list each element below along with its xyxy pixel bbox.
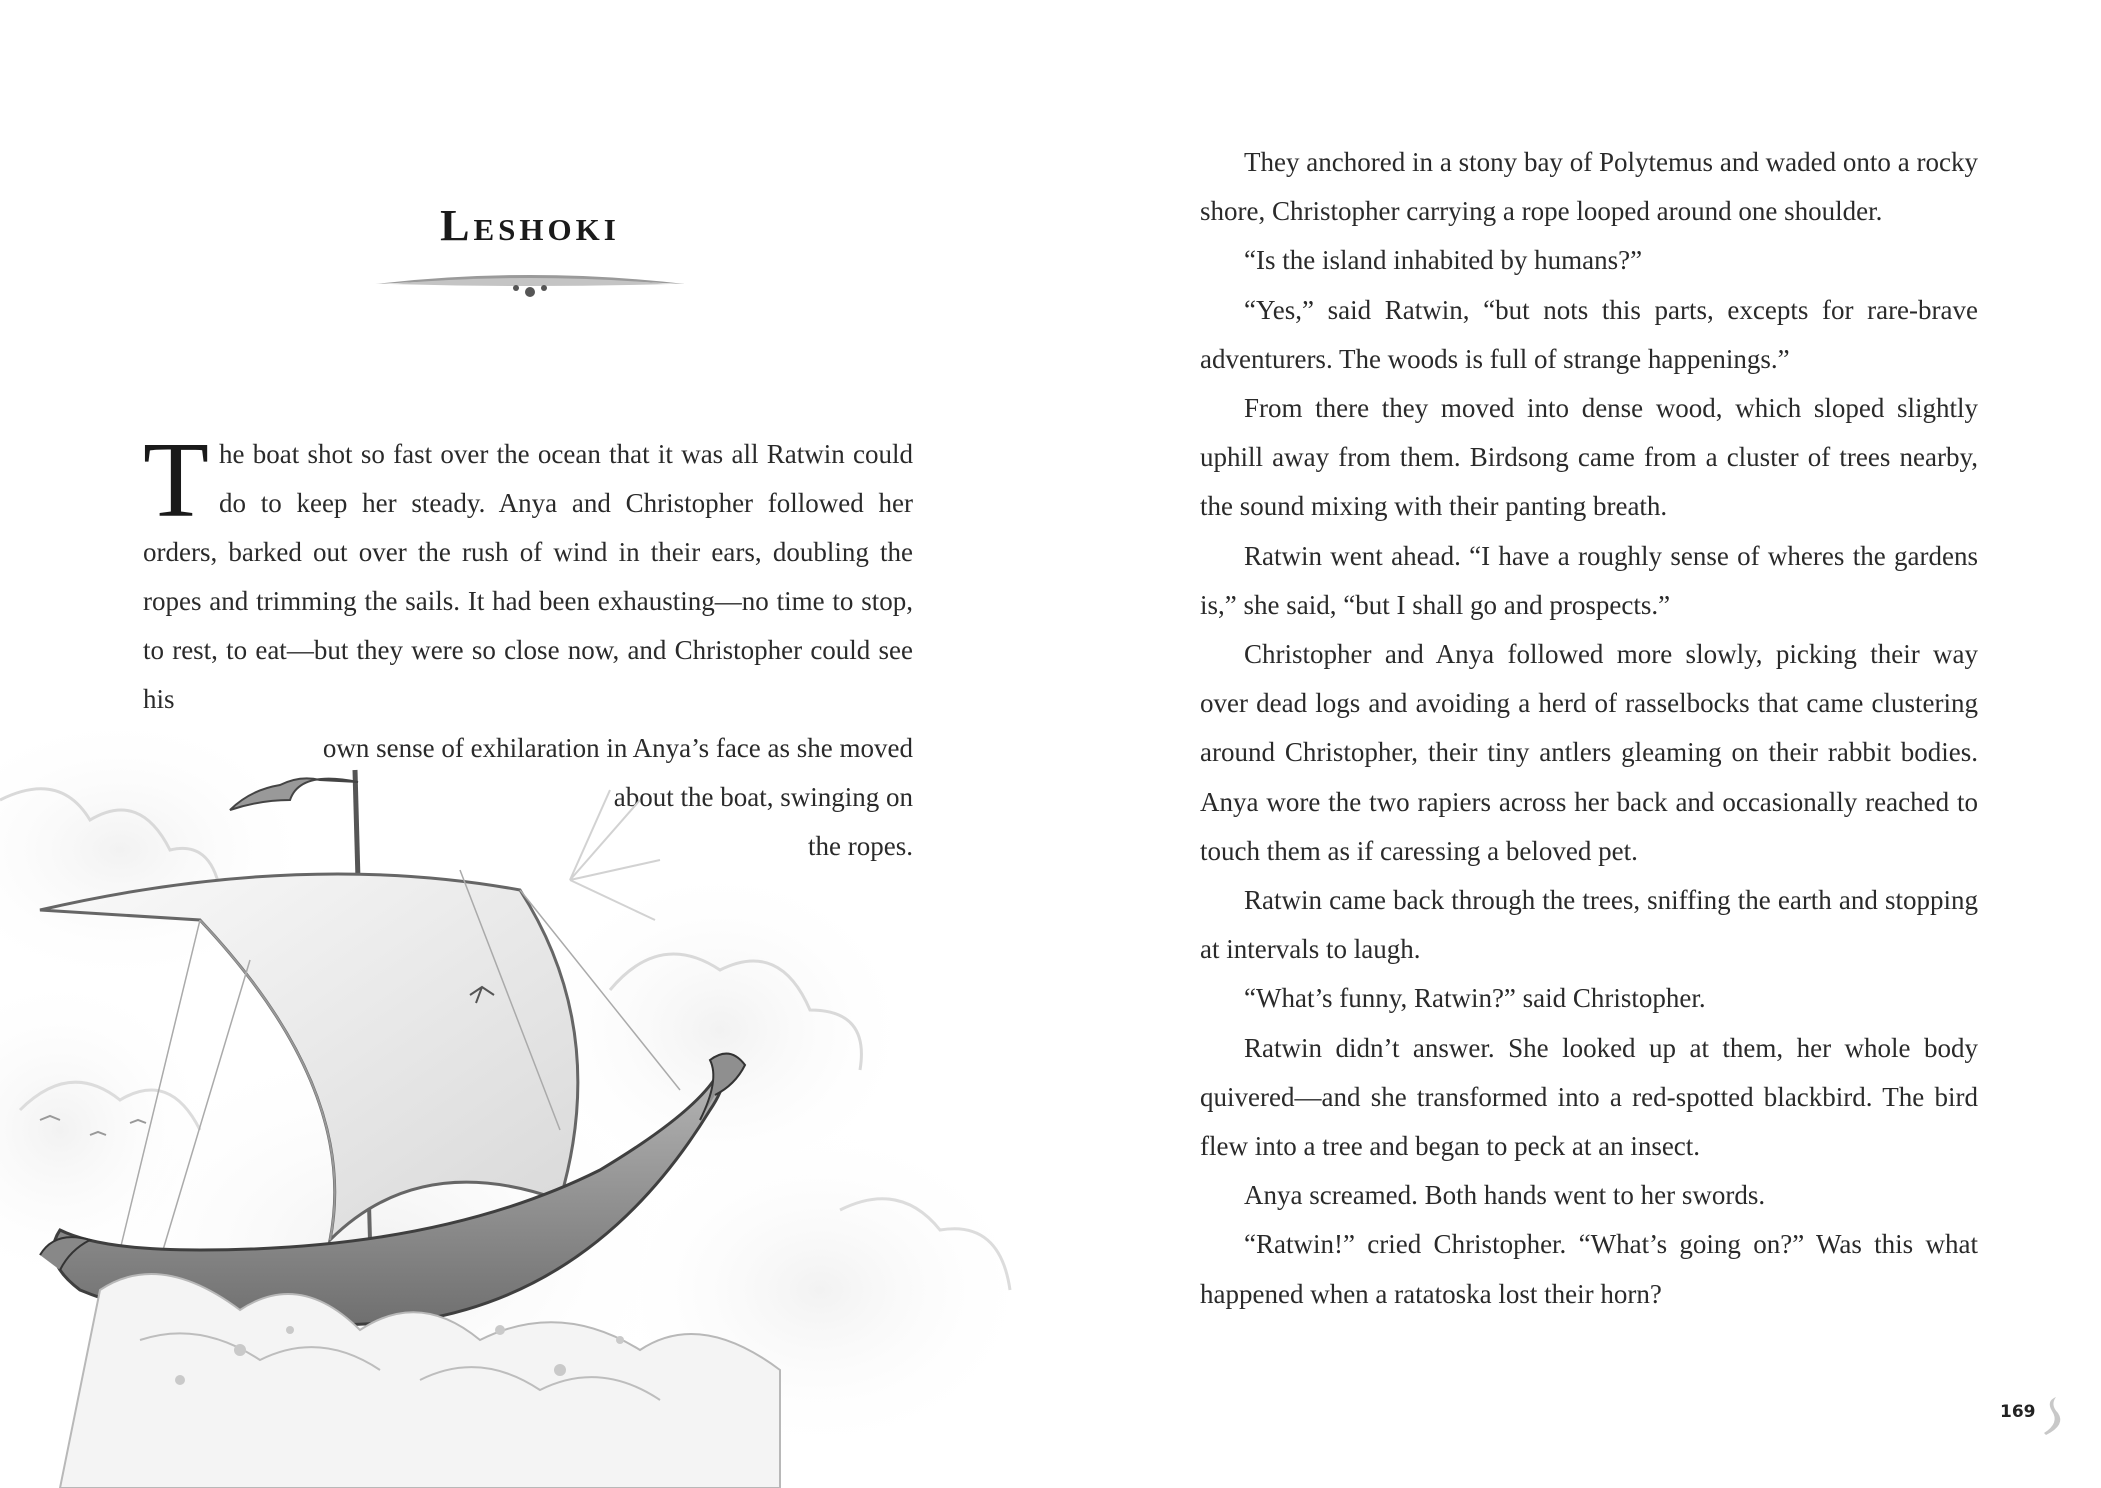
text-line: do to keep her steady. Anya and Christopher followed her orders, bbox=[143, 488, 913, 567]
title-ornament-icon bbox=[370, 262, 690, 302]
paragraph: Ratwin went ahead. “I have a roughly sense of wheres the gardens is,” she said, “but I shall go and prospects.” bbox=[1200, 540, 1978, 620]
drop-cap: T bbox=[143, 421, 209, 540]
paragraph: They anchored in a stony bay of Polytemus and waded onto a rocky shore, Christopher carrying a rope looped around one shoulder. bbox=[1200, 147, 1978, 227]
text-line: about the boat, swinging on bbox=[613, 782, 913, 812]
chapter-title: Leshoki bbox=[440, 201, 620, 250]
paragraph: From there they moved into dense wood, which sloped slightly uphill away from them. Birdsong came from a cluster of trees nearby, the sound mixing with their panting breath. bbox=[1200, 393, 1978, 522]
paragraph: “What’s funny, Ratwin?” said Christopher. bbox=[1244, 983, 1706, 1014]
paragraph: Christopher and Anya followed more slowly, picking their way over dead logs and avoiding a herd of rasselbocks that came clustering around Christopher, their tiny antlers gleaming on their rabbit bodies. Anya wore the two rapiers across her back and occasionally reached to touch them as if caressing a beloved pet. bbox=[1200, 639, 1978, 866]
ship-illustration bbox=[0, 730, 1060, 1488]
text-line: the ropes. bbox=[808, 831, 913, 861]
paragraph: Ratwin didn’t answer. She looked up at them, her whole body quivered—and she transformed into a red-spotted blackbird. The bird flew into a tree and began to peck at an insect. bbox=[1200, 1032, 1978, 1162]
paragraph: “Is the island inhabited by humans?” bbox=[1244, 245, 1643, 276]
text-line: to eat—but they were so close now, and Christopher could see his bbox=[143, 635, 913, 714]
text-line: barked out over the rush of wind in their ears, doubling the ropes and bbox=[143, 537, 913, 616]
swirl-ornament-icon bbox=[2038, 1393, 2068, 1437]
paragraph: “Ratwin!” cried Christopher. “What’s going on?” Was this what happened when a ratatoska lost their horn? bbox=[1200, 1229, 1978, 1309]
text-line: he boat shot so fast over the ocean that it was all Ratwin could bbox=[218, 439, 913, 469]
paragraph: “Yes,” said Ratwin, “but nots this parts, excepts for rare-brave adventurers. The woods is full of strange happenings.” bbox=[1200, 294, 1978, 374]
text-line: own sense of exhilaration in Anya’s face as she moved bbox=[322, 733, 913, 763]
paragraph: Anya screamed. Both hands went to her swords. bbox=[1244, 1180, 1766, 1211]
paragraph: Ratwin came back through the trees, sniffing the earth and stopping at intervals to laugh. bbox=[1200, 885, 1978, 965]
text-line: trimming the sails. It had been exhausting—no time to stop, to rest, bbox=[143, 586, 914, 665]
right-page-text bbox=[1200, 138, 1978, 1319]
page-number: 169 bbox=[2000, 1402, 2036, 1422]
